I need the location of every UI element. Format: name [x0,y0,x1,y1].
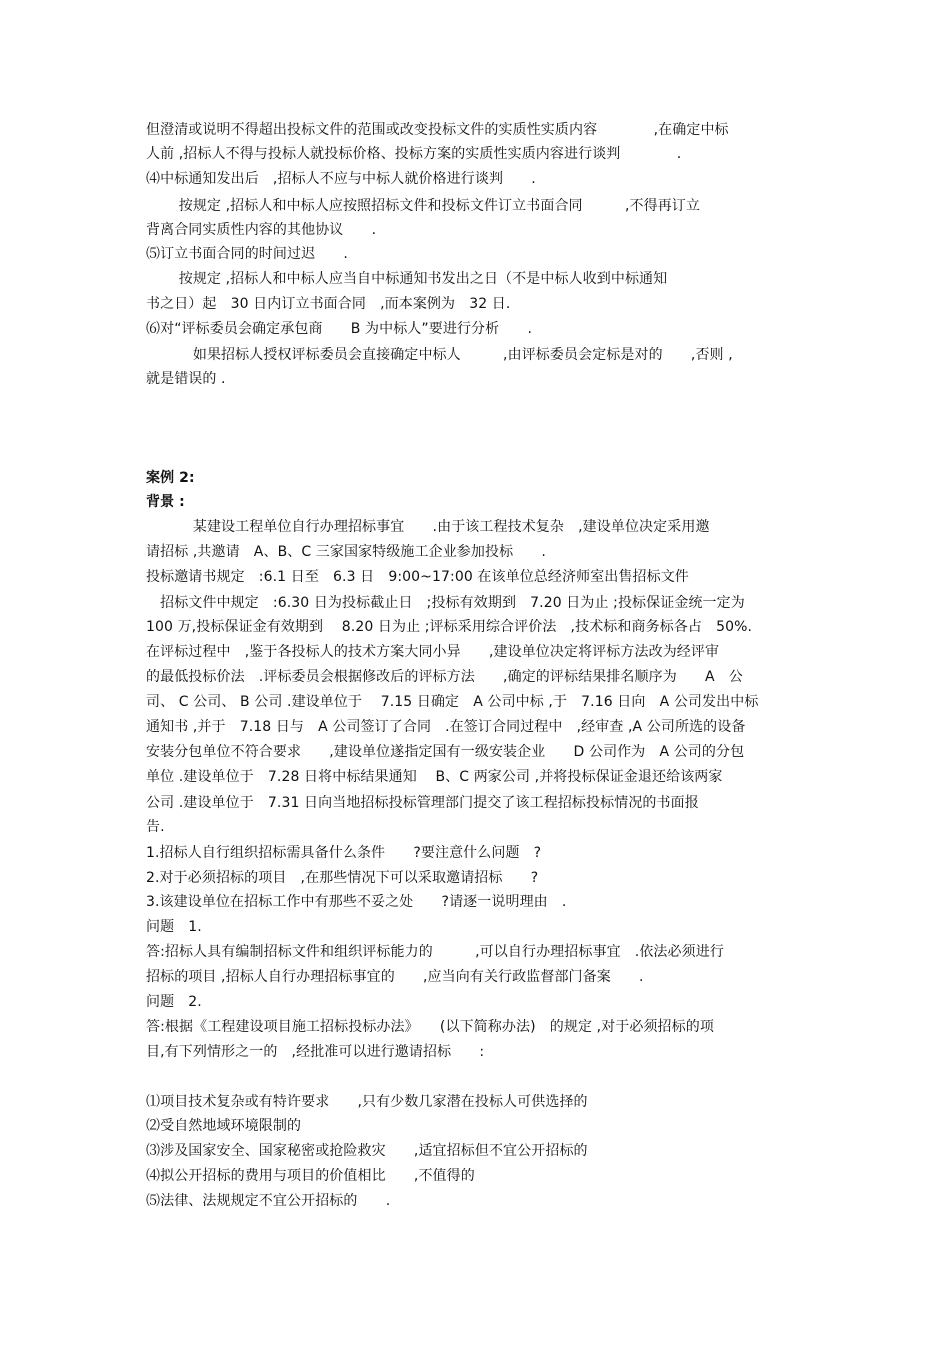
answer-line: 答:招标人具有编制招标文件和组织评标能力的 ,可以自行办理招标事宜 .依法必须进行 [146,944,724,960]
list-item: ⑶涉及国家安全、国家秘密或抢险救灾 ,适宜招标但不宜公开招标的 [146,1143,588,1159]
paragraph-line: 请招标 ,共邀请 A、B、C 三家国家特级施工企业参加投标 . [146,544,546,560]
paragraph-line: 在评标过程中 ,鉴于各投标人的技术方案大同小异 ,建设单位决定将评标方法改为经评审 [146,644,720,660]
paragraph-line: 通知书 ,并于 7.18 日与 A 公司签订了合同 .在签订合同过程中 ,经审查 ,A 公司所选的设备 [146,719,746,735]
paragraph-line: 的最低投标价法 .评标委员会根据修改后的评标方法 ,确定的评标结果排名顺序为 A 公 [146,669,743,685]
paragraph-line: 司、 C 公司、 B 公司 .建设单位于 7.15 日确定 A 公司中标 ,于 7.16 日向 A 公司发出中标 [146,694,759,710]
list-item: ⑸订立书面合同的时间过迟 . [146,246,348,262]
paragraph-line: 书之日）起 30 日内订立书面合同 ,而本案例为 32 日. [146,296,511,312]
paragraph-line: 就是错误的 . [146,371,226,387]
answer-line: 目,有下列情形之一的 ,经批准可以进行邀请招标 : [146,1044,485,1060]
paragraph-line: 单位 .建设单位于 7.28 日将中标结果通知 B、C 两家公司 ,并将投标保证金退还给该两家 [146,769,723,785]
paragraph-line: 如果招标人授权评标委员会直接确定中标人 ,由评标委员会定标是对的 ,否则 , [146,347,733,363]
answer-heading-1: 问题 1. [146,919,202,935]
list-item: ⑴项目技术复杂或有特许要求 ,只有少数几家潜在投标人可供选择的 [146,1094,588,1110]
question-3: 3.该建设单位在招标工作中有那些不妥之处 ?请逐一说明理由 . [146,894,567,910]
question-2: 2.对于必须招标的项目 ,在那些情况下可以采取邀请招标 ? [146,870,539,886]
paragraph-line: 招标文件中规定 :6.30 日为投标截止日 ;投标有效期到 7.20 日为止 ;投标保证金统一定为 [146,595,745,611]
paragraph-line: 但澄清或说明不得超出投标文件的范围或改变投标文件的实质性实质内容 ,在确定中标 [146,122,729,138]
paragraph-line: 人前 ,招标人不得与投标人就投标价格、投标方案的实质性实质内容进行谈判 . [146,146,682,162]
answer-line: 答:根据《工程建设项目施工招标投标办法》 (以下简称办法) 的规定 ,对于必须招标的项 [146,1019,714,1035]
list-item: ⑸法律、法规规定不宜公开招标的 . [146,1193,391,1209]
paragraph-line: 背离合同实质性内容的其他协议 . [146,222,377,238]
answer-line: 招标的项目 ,招标人自行办理招标事宜的 ,应当向有关行政监督部门备案 . [146,969,644,985]
paragraph-line: 按规定 ,招标人和中标人应按照招标文件和投标文件订立书面合同 ,不得再订立 [146,198,700,214]
paragraph-line: 某建设工程单位自行办理招标事宜 .由于该工程技术复杂 ,建设单位决定采用邀 [146,519,710,535]
case-heading: 案例 2: [146,470,195,486]
answer-heading-2: 问题 2. [146,994,202,1010]
paragraph-line: 安装分包单位不符合要求 ,建设单位遂指定国有一级安装企业 D 公司作为 A 公司的分包 [146,744,745,760]
paragraph-line: 投标邀请书规定 :6.1 日至 6.3 日 9:00~17:00 在该单位总经济师室出售招标文件 [146,569,689,585]
question-1: 1.招标人自行组织招标需具备什么条件 ?要注意什么问题 ? [146,845,542,861]
section-heading: 背景 : [146,494,185,510]
paragraph-line: 按规定 ,招标人和中标人应当自中标通知书发出之日（不是中标人收到中标通知 [146,271,668,287]
list-item: ⑷中标通知发出后 ,招标人不应与中标人就价格进行谈判 . [146,171,536,187]
paragraph-line: 告. [146,819,165,835]
list-item: ⑹对“评标委员会确定承包商 B 为中标人”要进行分析 . [146,321,533,337]
list-item: ⑷拟公开招标的费用与项目的价值相比 ,不值得的 [146,1168,475,1184]
paragraph-line: 公司 .建设单位于 7.31 日向当地招标投标管理部门提交了该工程招标投标情况的书面报 [146,795,699,811]
paragraph-line: 100 万,投标保证金有效期到 8.20 日为止 ;评标采用综合评价法 ,技术标和商务标各占 50%. [146,619,753,635]
list-item: ⑵受自然地域环境限制的 [146,1118,302,1134]
